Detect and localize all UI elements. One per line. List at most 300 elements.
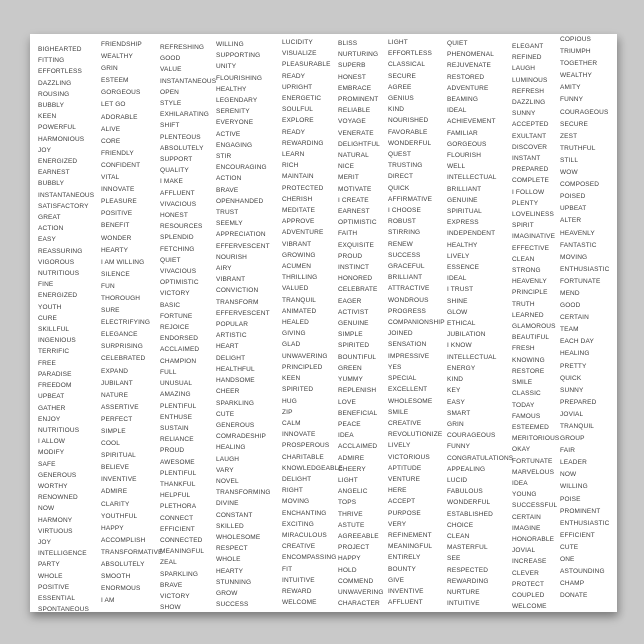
word-item: THRILLING xyxy=(282,274,318,282)
word-item: SKILLED xyxy=(216,522,244,530)
word-item: SPONTANEOUS xyxy=(38,606,90,614)
word-item: AFFIRMATIVE xyxy=(388,195,433,203)
word-item: HEAVENLY xyxy=(560,229,595,237)
word-item: BRAVE xyxy=(216,186,239,194)
word-item: NICE xyxy=(338,163,355,171)
word-item: COURAGEOUS xyxy=(447,432,496,440)
word-item: SENSATION xyxy=(388,341,427,349)
word-item: I KNOW xyxy=(447,342,472,350)
word-column-10 xyxy=(560,34,609,602)
word-item: CHARACTER xyxy=(338,600,380,608)
word-item: SPIRIT xyxy=(512,222,534,230)
word-item: HEALED xyxy=(282,319,309,327)
word-item: SMART xyxy=(447,409,471,417)
word-item: INSTANT xyxy=(512,155,541,163)
word-item: SMILE xyxy=(388,408,409,416)
word-item: NATURAL xyxy=(338,152,369,160)
word-item: FORTUNE xyxy=(160,312,193,320)
word-item: OPEN xyxy=(160,88,180,96)
word-item: FANTASTIC xyxy=(560,241,597,249)
word-item: VALUE xyxy=(160,66,182,74)
word-item: EAGER xyxy=(338,297,362,305)
word-item: FITTING xyxy=(38,57,65,65)
word-item: ASTUTE xyxy=(338,521,365,529)
word-item: CHERISH xyxy=(282,195,313,203)
word-item: IDEA xyxy=(338,432,354,440)
word-item: APTITUDE xyxy=(388,464,422,472)
word-item: REASSURING xyxy=(38,247,83,255)
word-item: DELIGHTFUL xyxy=(338,140,380,148)
word-item: WELL xyxy=(447,163,466,171)
word-item: PURPOSE xyxy=(388,509,421,517)
word-item: EVERYONE xyxy=(216,119,254,127)
word-item: REJUVENATE xyxy=(447,62,491,70)
word-item: GOOD xyxy=(160,55,181,63)
word-item: CLASSICAL xyxy=(388,61,426,69)
word-item: OPTIMISTIC xyxy=(338,219,377,227)
word-item: INTELLECTUAL xyxy=(447,353,497,361)
word-item: GENUINE xyxy=(338,320,369,328)
word-item: BENEFIT xyxy=(101,222,130,230)
word-item: SPARKLING xyxy=(216,399,255,407)
word-item: PROSPEROUS xyxy=(282,442,330,450)
word-item: WHOLE xyxy=(216,556,241,564)
word-column-7 xyxy=(388,37,445,608)
word-item: ROUSING xyxy=(38,90,70,98)
word-item: THRIVE xyxy=(338,510,363,518)
word-item: CHEER xyxy=(216,388,240,396)
word-item: YOUTHFUL xyxy=(101,512,138,520)
word-item: CHEERY xyxy=(338,465,366,473)
word-item: TRANSFORMING xyxy=(216,489,271,497)
word-item: NOURISH xyxy=(216,253,248,261)
word-item: ONE xyxy=(560,556,575,564)
word-item: ROBUST xyxy=(388,218,416,226)
word-item: SURPRISING xyxy=(101,343,143,351)
word-item: OPTIMISTIC xyxy=(160,279,199,287)
word-item: ALTER xyxy=(560,217,582,225)
word-item: POWERFUL xyxy=(38,124,77,132)
word-item: BEAMING xyxy=(447,96,479,104)
word-item: TRUSTING xyxy=(388,162,423,170)
word-item: LEARNED xyxy=(512,311,544,319)
word-item: BASIC xyxy=(160,301,181,309)
word-item: MOTIVATE xyxy=(338,185,372,193)
word-item: APPROVE xyxy=(282,218,315,226)
word-item: ACTIVE xyxy=(216,130,241,138)
word-item: SPARKLING xyxy=(160,570,199,578)
word-item: MASTERFUL xyxy=(447,544,488,552)
word-item: WEALTHY xyxy=(560,72,592,80)
word-item: UNITY xyxy=(216,63,237,71)
word-item: CHARITABLE xyxy=(282,453,324,461)
word-item: I MAKE xyxy=(160,178,183,186)
word-item: SILENCE xyxy=(101,270,130,278)
word-item: WORTHY xyxy=(38,482,68,490)
word-item: ENERGY xyxy=(447,364,476,372)
word-item: GOOD xyxy=(560,302,581,310)
word-item: DAZZLING xyxy=(512,99,546,107)
word-item: INVENTIVE xyxy=(101,476,137,484)
word-item: APPEALING xyxy=(447,465,486,473)
word-item: QUIET xyxy=(447,40,468,47)
word-item: DIVINE xyxy=(216,500,239,508)
word-item: INVENTIVE xyxy=(388,587,424,595)
word-item: SATISFACTORY xyxy=(38,202,89,210)
word-item: COPIOUS xyxy=(560,36,592,43)
word-item: EMBRACE xyxy=(338,84,372,92)
word-item: GROW xyxy=(216,589,238,597)
word-item: EXCELLENT xyxy=(388,386,428,394)
word-item: HOLD xyxy=(338,566,357,574)
word-item: INNOVATE xyxy=(101,186,135,194)
word-item: PARTY xyxy=(38,561,60,569)
word-item: DELIGHT xyxy=(216,354,246,362)
word-item: TEAM xyxy=(560,326,579,334)
word-column-6 xyxy=(338,38,384,609)
word-item: FIT xyxy=(282,565,293,573)
word-item: LUCIDITY xyxy=(282,39,313,46)
word-item: KNOWING xyxy=(512,356,545,364)
word-item: ADVENTURE xyxy=(282,229,324,237)
word-item: EXPLORE xyxy=(282,117,314,125)
word-item: FAIR xyxy=(560,447,576,455)
word-item: WHOLE xyxy=(38,572,63,580)
word-item: SUNNY xyxy=(560,386,584,394)
word-item: PROGRESS xyxy=(388,307,427,315)
word-item: NOVEL xyxy=(216,477,239,485)
word-item: SEE xyxy=(447,555,461,563)
word-column-8 xyxy=(447,38,513,609)
word-item: ACTIVIST xyxy=(338,308,369,316)
word-item: STIR xyxy=(216,153,232,161)
word-item: PROTECT xyxy=(512,580,545,588)
word-item: LOVE xyxy=(338,398,356,406)
word-item: DISCOVER xyxy=(512,143,548,151)
word-item: PRINCIPLED xyxy=(282,363,323,371)
word-item: IDEAL xyxy=(447,107,467,115)
word-item: GREEN xyxy=(338,364,362,372)
word-item: GLAMOROUS xyxy=(512,323,556,331)
word-item: COMPOSED xyxy=(560,181,600,189)
word-item: CREATIVE xyxy=(282,543,316,551)
word-item: I FOLLOW xyxy=(512,188,545,196)
word-item: PROJECT xyxy=(338,544,370,552)
word-item: GRIN xyxy=(447,420,464,428)
word-item: JOINED xyxy=(388,330,413,338)
word-item: WELCOME xyxy=(282,599,317,607)
word-item: ENGAGING xyxy=(216,141,253,149)
word-item: FINE xyxy=(38,281,54,289)
word-column-1 xyxy=(38,44,94,615)
word-item: ETHICAL xyxy=(447,320,476,328)
word-item: FRESH xyxy=(512,345,535,353)
word-item: ENCHANTING xyxy=(282,509,327,517)
word-item: WONDERFUL xyxy=(447,499,491,507)
word-item: AIRY xyxy=(216,265,232,273)
word-item: HEALTHFUL xyxy=(216,365,255,373)
word-item: KNOWLEDGEABLE xyxy=(282,464,343,472)
word-item: PROUD xyxy=(160,447,185,455)
word-item: I TRUST xyxy=(447,286,474,294)
word-column-3 xyxy=(160,42,216,613)
word-item: LAUGH xyxy=(512,65,536,73)
word-item: HONEST xyxy=(160,212,188,220)
word-item: EFFECTIVE xyxy=(512,244,550,252)
word-item: REPLENISH xyxy=(338,387,377,395)
word-item: TOPS xyxy=(338,499,357,507)
word-item: LIVELY xyxy=(447,252,470,260)
word-item: POISE xyxy=(560,495,581,503)
word-item: SAFE xyxy=(38,460,56,468)
word-item: ATTRACTIVE xyxy=(388,285,430,293)
word-item: VISUALIZE xyxy=(282,50,317,58)
word-item: RELIANCE xyxy=(160,436,194,444)
word-item: BENEFICIAL xyxy=(338,409,378,417)
word-item: JUBILATION xyxy=(447,331,486,339)
word-item: YOUNG xyxy=(512,491,537,499)
word-item: OKAY xyxy=(512,446,531,454)
word-item: FRIENDSHIP xyxy=(101,41,142,48)
word-item: KIND xyxy=(388,106,405,114)
word-item: GENUINE xyxy=(447,196,478,204)
word-item: ADMIRE xyxy=(338,454,365,462)
word-item: PLEASURABLE xyxy=(282,61,331,69)
word-item: PROMINENT xyxy=(338,96,379,104)
word-item: RICH xyxy=(282,162,299,170)
word-item: STIRRING xyxy=(388,229,421,237)
word-item: MAINTAIN xyxy=(282,173,314,181)
word-item: CHAMPION xyxy=(160,357,197,365)
word-item: BOUNTY xyxy=(388,565,416,573)
word-item: LIVELY xyxy=(388,442,411,450)
word-item: SECURE xyxy=(560,120,588,128)
word-item: BOUNTIFUL xyxy=(338,353,377,361)
word-item: IMAGINE xyxy=(512,524,541,532)
word-item: YES xyxy=(388,363,402,371)
word-item: CONGRATULATIONS xyxy=(447,454,514,462)
word-item: WOW xyxy=(560,169,578,177)
word-item: EFFERVESCENT xyxy=(216,309,270,317)
word-item: POSITIVE xyxy=(101,210,133,218)
word-item: GLAD xyxy=(282,341,301,349)
word-item: WELCOME xyxy=(512,603,547,611)
word-item: GIVE xyxy=(388,576,405,584)
word-item: NURTURING xyxy=(338,51,379,59)
word-item: PLENTIFUL xyxy=(160,469,197,477)
word-item: FULL xyxy=(160,368,177,376)
word-item: RELIABLE xyxy=(338,107,371,115)
word-item: SUCCESSFUL xyxy=(512,502,558,510)
word-item: SPLENDID xyxy=(160,234,194,242)
word-item: REVOLUTIONIZE xyxy=(388,431,443,439)
word-item: IDEAL xyxy=(447,275,467,283)
word-item: JOVIAL xyxy=(512,547,536,555)
word-item: PROMINENT xyxy=(560,507,601,515)
word-item: CONNECTED xyxy=(160,536,203,544)
word-item: LEADER xyxy=(560,459,587,467)
word-item: SURE xyxy=(101,307,120,315)
word-item: INCREASE xyxy=(512,558,547,566)
word-item: ENTHUSE xyxy=(160,413,193,421)
word-item: MIRACULOUS xyxy=(282,531,327,539)
word-item: ESSENTIAL xyxy=(38,594,76,602)
word-item: PLENTIFUL xyxy=(160,402,197,410)
word-item: SUNNY xyxy=(512,110,536,118)
word-item: FLOURISHING xyxy=(216,74,263,82)
word-item: HEAVENLY xyxy=(512,278,547,286)
word-item: CONSTANT xyxy=(216,511,253,519)
word-item: GENEROUS xyxy=(38,471,77,479)
word-item: POSITIVE xyxy=(38,583,70,591)
word-item: FRIENDLY xyxy=(101,149,134,157)
word-item: EXCITING xyxy=(282,520,314,528)
word-item: READY xyxy=(282,72,306,80)
word-item: EFFORTLESS xyxy=(388,50,433,58)
word-item: REFINEMENT xyxy=(388,531,432,539)
word-item: ABSOLUTELY xyxy=(101,561,145,569)
word-item: VICTORY xyxy=(160,290,190,298)
word-item: WONDERFUL xyxy=(388,139,432,147)
word-item: VITAL xyxy=(101,174,120,182)
word-item: EXPRESS xyxy=(447,219,479,227)
word-item: WHOLESOME xyxy=(388,397,433,405)
word-item: INSTANTANEOUS xyxy=(160,77,217,85)
word-item: READY xyxy=(282,128,306,136)
word-column-4 xyxy=(216,39,271,610)
word-item: IMAGINATIVE xyxy=(512,233,556,241)
word-item: INDEPENDENT xyxy=(447,230,496,238)
word-item: TRUTH xyxy=(512,300,535,308)
word-item: SUCCESS xyxy=(388,251,421,259)
word-item: VIBRANT xyxy=(282,240,312,248)
word-item: TRANQUIL xyxy=(282,296,317,304)
word-item: I CREATE xyxy=(338,196,369,204)
word-item: TRIUMPH xyxy=(560,48,591,56)
word-item: ENTIRELY xyxy=(388,554,421,562)
word-item: NURTURE xyxy=(447,588,480,596)
word-item: ZEAL xyxy=(160,559,177,567)
word-item: COMPLETE xyxy=(512,177,549,185)
word-item: NOW xyxy=(560,471,577,479)
word-item: FUNNY xyxy=(447,443,471,451)
word-item: EARNEST xyxy=(338,208,370,216)
word-item: INNOVATE xyxy=(282,431,316,439)
word-item: COOL xyxy=(101,440,121,448)
word-item: DONATE xyxy=(560,592,588,600)
word-item: RESTORE xyxy=(512,367,545,375)
word-item: SUSTAIN xyxy=(160,424,189,432)
word-item: LAUGH xyxy=(216,455,240,463)
word-item: VOYAGE xyxy=(338,118,366,126)
word-item: CLEAN xyxy=(512,255,535,263)
word-item: MODIFY xyxy=(38,449,65,457)
word-item: RESPECTED xyxy=(447,566,489,574)
word-item: ARTISTIC xyxy=(216,332,247,340)
word-item: EASY xyxy=(447,398,465,406)
word-item: SUPPORTING xyxy=(216,52,261,60)
word-item: EXULTANT xyxy=(512,132,547,140)
word-item: HELPFUL xyxy=(160,492,191,500)
word-item: GRACEFUL xyxy=(388,263,425,271)
word-item: FREEDOM xyxy=(38,382,72,390)
word-item: ADORABLE xyxy=(101,113,138,121)
word-item: FABULOUS xyxy=(447,488,483,496)
word-item: INTUITIVE xyxy=(282,576,315,584)
word-item: PLENTEOUS xyxy=(160,133,201,141)
word-column-9 xyxy=(512,41,559,612)
word-item: JOY xyxy=(38,538,52,546)
word-item: ELEGANT xyxy=(512,43,544,50)
word-item: FREE xyxy=(38,359,56,367)
word-item: AMAZING xyxy=(160,391,191,399)
word-item: CURE xyxy=(38,314,58,322)
word-item: PERFECT xyxy=(101,415,133,423)
word-item: APPRECIATION xyxy=(216,231,266,239)
word-item: LUCID xyxy=(447,476,468,484)
word-item: QUEST xyxy=(388,151,412,159)
word-item: COMPANIONSHIP xyxy=(388,319,445,327)
word-item: SMOOTH xyxy=(101,573,131,581)
word-item: INGENIOUS xyxy=(38,337,76,345)
word-item: THANKFUL xyxy=(160,480,196,488)
word-item: VICTORY xyxy=(160,592,190,600)
word-item: COMRADESHIP xyxy=(216,433,267,441)
word-item: WILLING xyxy=(216,41,244,48)
word-item: HAPPY xyxy=(338,555,361,563)
word-item: PREPARED xyxy=(512,166,549,174)
word-item: ENERGIZED xyxy=(38,158,78,166)
word-item: MERITORIOUS xyxy=(512,435,560,443)
word-item: CALM xyxy=(282,419,301,427)
word-item: VENTURE xyxy=(388,475,421,483)
word-item: I ALLOW xyxy=(38,438,66,446)
word-item: EFFICIENT xyxy=(560,531,595,539)
word-item: BUBBLY xyxy=(38,180,65,188)
word-item: RENOWNED xyxy=(38,494,78,502)
word-item: RIGHT xyxy=(282,487,303,495)
word-item: SPIRITUAL xyxy=(101,452,136,460)
word-item: ACCEPTED xyxy=(512,121,549,129)
word-item: HEALTHY xyxy=(447,241,478,249)
word-item: LET GO xyxy=(101,101,126,109)
word-item: SHOW xyxy=(160,604,181,612)
word-item: UNWAVERING xyxy=(282,352,328,360)
word-item: HANDSOME xyxy=(216,377,255,385)
word-item: BRILLIANT xyxy=(388,274,423,282)
word-item: HEALTHY xyxy=(216,85,247,93)
word-item: STUNNING xyxy=(216,578,252,586)
word-item: ESTABLISHED xyxy=(447,510,493,518)
word-item: PLENTY xyxy=(512,199,539,207)
word-item: EXQUISITE xyxy=(338,241,375,249)
word-item: PLEASURE xyxy=(101,198,137,206)
word-item: CLASSIC xyxy=(512,390,541,398)
word-item: CHOICE xyxy=(447,521,474,529)
word-item: TRANSFORM xyxy=(216,298,259,306)
word-item: ENJOY xyxy=(38,415,61,423)
word-item: MOVING xyxy=(282,498,310,506)
word-item: SIMPLE xyxy=(101,428,126,435)
word-item: ACCLAIMED xyxy=(338,443,378,451)
word-item: HARMONIOUS xyxy=(38,135,85,143)
word-item: ANIMATED xyxy=(282,307,317,315)
word-item: GATHER xyxy=(38,404,66,412)
word-item: FORTUNATE xyxy=(560,277,601,285)
word-item: FUNNY xyxy=(560,96,584,104)
word-item: LIGHT xyxy=(338,476,358,484)
word-item: CLEVER xyxy=(512,569,539,577)
